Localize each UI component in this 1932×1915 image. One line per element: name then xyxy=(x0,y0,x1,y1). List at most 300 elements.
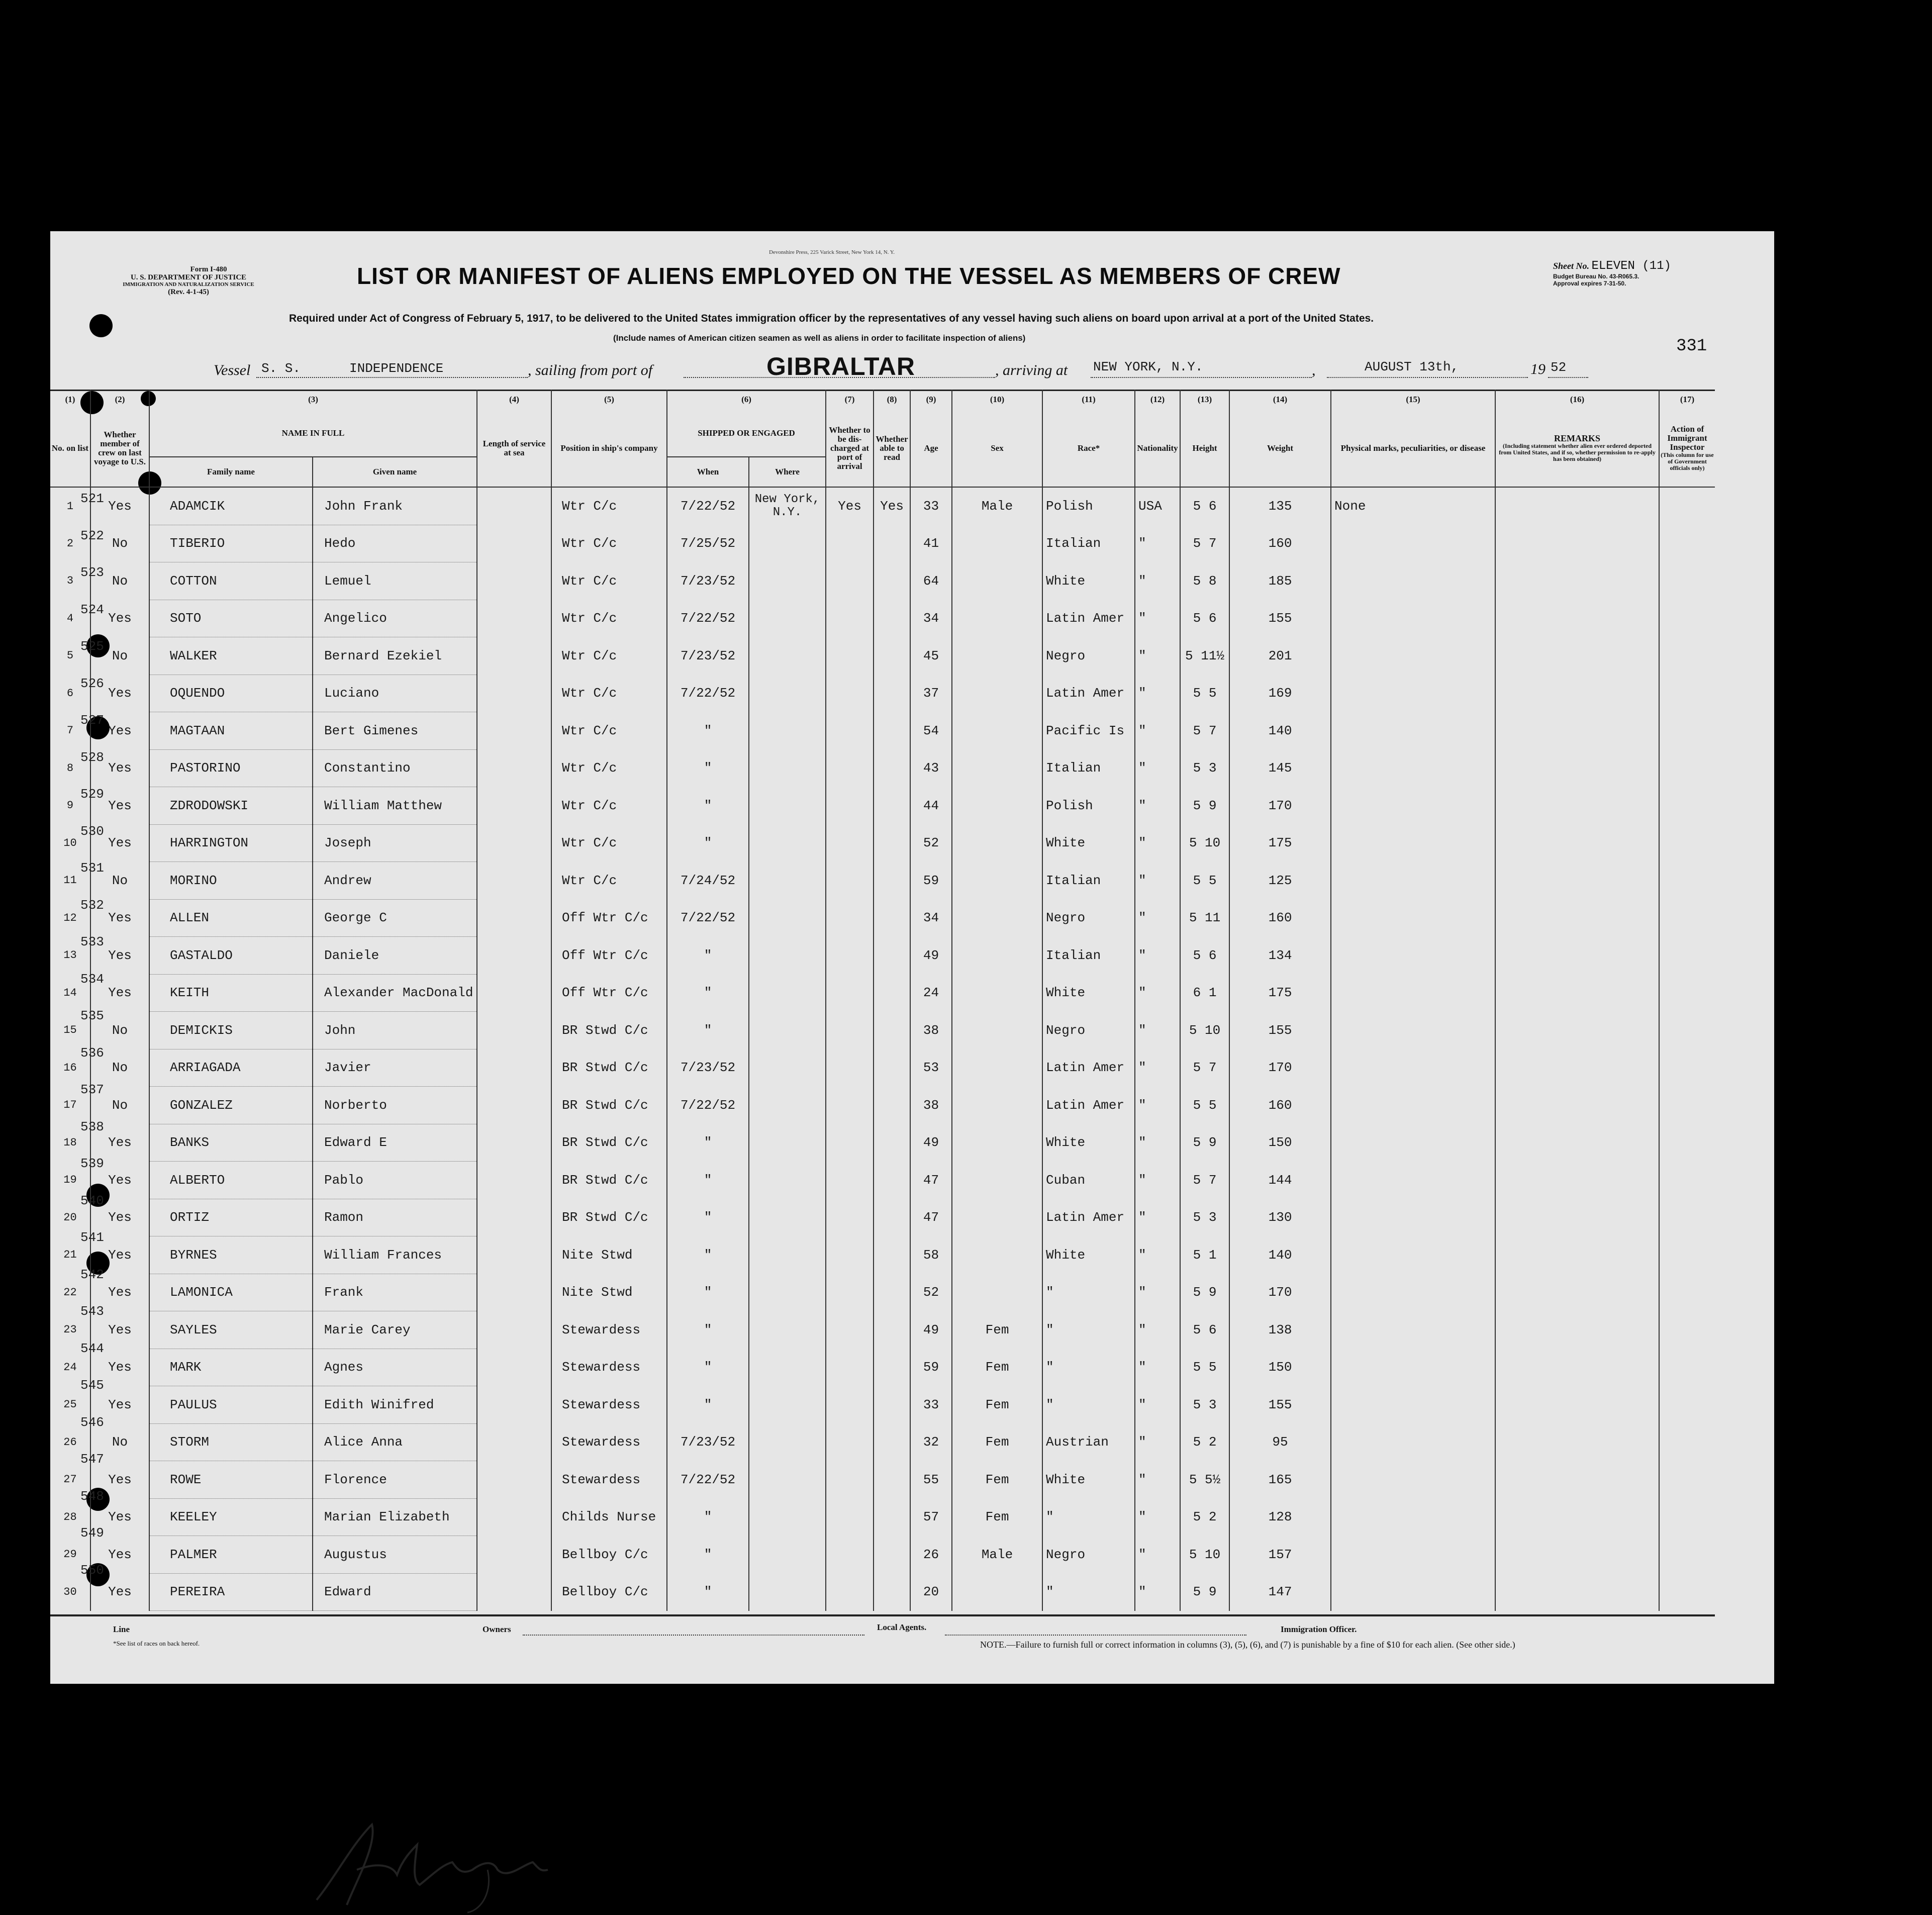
cell-crew-last-voyage: Yes xyxy=(90,1498,149,1536)
table-row xyxy=(50,487,1715,525)
margin-line-number: 545 xyxy=(80,1378,104,1393)
header-race: Race* xyxy=(1042,410,1135,487)
cell-inspector-action xyxy=(1659,899,1715,937)
cell-shipped-when: " xyxy=(667,1573,749,1611)
cell-remarks xyxy=(1495,787,1659,825)
cell-able-to-read xyxy=(874,1049,910,1087)
cell-remarks xyxy=(1495,1349,1659,1386)
cell-physical-marks xyxy=(1331,974,1495,1012)
arriving-label: , arriving at xyxy=(995,362,1068,378)
cell-remarks xyxy=(1495,1236,1659,1274)
cell-shipped-where xyxy=(749,1386,826,1424)
cell-height: 5 9 xyxy=(1180,1124,1229,1162)
cell-sex xyxy=(952,787,1042,825)
remarks-title: REMARKS xyxy=(1554,433,1601,443)
cell-position: Wtr C/c xyxy=(551,675,667,712)
cell-remarks xyxy=(1495,1199,1659,1236)
cell-inspector-action xyxy=(1659,787,1715,825)
cell-race: Latin Amer xyxy=(1042,1087,1135,1124)
cell-height: 6 1 xyxy=(1180,974,1229,1012)
header-physical-marks: Physical marks, peculiarities, or disease xyxy=(1331,410,1495,487)
cell-able-to-read xyxy=(874,862,910,900)
cell-race: Latin Amer xyxy=(1042,675,1135,712)
cell-able-to-read xyxy=(874,1573,910,1611)
cell-crew-last-voyage: Yes xyxy=(90,1386,149,1424)
cell-length-of-service xyxy=(477,487,551,525)
cell-nationality: " xyxy=(1135,899,1180,937)
cell-race: White xyxy=(1042,1236,1135,1274)
cell-sex xyxy=(952,562,1042,600)
cell-age: 47 xyxy=(910,1162,952,1199)
handwritten-signature xyxy=(297,1814,578,1915)
cell-race: Negro xyxy=(1042,1536,1135,1574)
cell-family-name: ORTIZ xyxy=(149,1199,313,1236)
cell-race: Cuban xyxy=(1042,1162,1135,1199)
cell-discharged xyxy=(826,1199,874,1236)
table-row xyxy=(50,525,1715,562)
cell-shipped-where xyxy=(749,749,826,787)
cell-given-name: Edward xyxy=(313,1573,477,1611)
table-row xyxy=(50,1498,1715,1536)
cell-length-of-service xyxy=(477,1311,551,1349)
cell-discharged xyxy=(826,899,874,937)
cell-height: 5 7 xyxy=(1180,712,1229,750)
header-action-inspector xyxy=(1659,410,1715,487)
cell-race: Latin Amer xyxy=(1042,1199,1135,1236)
cell-given-name: Alexander MacDonald xyxy=(313,974,477,1012)
cell-length-of-service xyxy=(477,1386,551,1424)
cell-age: 34 xyxy=(910,899,952,937)
cell-position: Wtr C/c xyxy=(551,637,667,675)
cell-shipped-where xyxy=(749,562,826,600)
year-suffix: 52 xyxy=(1551,360,1567,375)
crew-table xyxy=(50,390,1715,1611)
cell-shipped-where xyxy=(749,862,826,900)
cell-remarks xyxy=(1495,1162,1659,1199)
cell-discharged xyxy=(826,1162,874,1199)
cell-weight: 175 xyxy=(1229,974,1331,1012)
cell-position: BR Stwd C/c xyxy=(551,1162,667,1199)
cell-sex: Fem xyxy=(952,1423,1042,1461)
margin-line-number: 547 xyxy=(80,1452,104,1467)
cell-physical-marks xyxy=(1331,1536,1495,1574)
cell-row-number: 7 xyxy=(66,724,74,737)
cell-shipped-where xyxy=(749,1311,826,1349)
cell-weight: 185 xyxy=(1229,562,1331,600)
footer-agents-label: Local Agents. xyxy=(877,1622,927,1632)
cell-length-of-service xyxy=(477,600,551,637)
cell-shipped-where xyxy=(749,1199,826,1236)
cell-family-name: BYRNES xyxy=(149,1236,313,1274)
cell-inspector-action xyxy=(1659,1274,1715,1311)
cell-given-name: Edward E xyxy=(313,1124,477,1162)
cell-row-number: 3 xyxy=(66,574,74,588)
cell-family-name: GONZALEZ xyxy=(149,1087,313,1124)
header-name-in-full: NAME IN FULL xyxy=(149,410,477,457)
margin-line-number: 542 xyxy=(80,1267,104,1282)
cell-sex xyxy=(952,525,1042,562)
cell-able-to-read xyxy=(874,1087,910,1124)
cell-crew-last-voyage: No xyxy=(90,1087,149,1124)
header-height: Height xyxy=(1180,410,1229,487)
cell-given-name: John Frank xyxy=(313,487,477,525)
cell-family-name: PEREIRA xyxy=(149,1573,313,1611)
cell-shipped-where: New York, N.Y. xyxy=(749,487,826,525)
cell-remarks xyxy=(1495,1124,1659,1162)
cell-given-name: Joseph xyxy=(313,824,477,862)
margin-line-number: 534 xyxy=(80,971,104,987)
cell-shipped-when: 7/22/52 xyxy=(667,1461,749,1499)
cell-shipped-where xyxy=(749,1162,826,1199)
cell-physical-marks xyxy=(1331,862,1495,900)
cell-discharged xyxy=(826,1461,874,1499)
cell-race: Pacific Is xyxy=(1042,712,1135,750)
cell-nationality: " xyxy=(1135,824,1180,862)
cell-crew-last-voyage: Yes xyxy=(90,899,149,937)
cell-given-name: George C xyxy=(313,899,477,937)
cell-remarks xyxy=(1495,1461,1659,1499)
cell-able-to-read xyxy=(874,1199,910,1236)
cell-height: 5 2 xyxy=(1180,1423,1229,1461)
cell-age: 53 xyxy=(910,1049,952,1087)
cell-discharged xyxy=(826,637,874,675)
cell-row-number: 16 xyxy=(63,1061,77,1074)
cell-family-name: PALMER xyxy=(149,1536,313,1574)
header-crew-last-voyage: Whether member of crew on last voyage to U.S. xyxy=(90,410,149,487)
cell-weight: 140 xyxy=(1229,712,1331,750)
cell-family-name: SAYLES xyxy=(149,1311,313,1349)
cell-nationality: " xyxy=(1135,1087,1180,1124)
header-no-on-list: No. on list xyxy=(50,410,90,487)
cell-height: 5 6 xyxy=(1180,937,1229,975)
cell-age: 47 xyxy=(910,1199,952,1236)
cell-weight: 140 xyxy=(1229,1236,1331,1274)
cell-family-name: MORINO xyxy=(149,862,313,900)
cell-age: 52 xyxy=(910,824,952,862)
cell-age: 55 xyxy=(910,1461,952,1499)
cell-able-to-read xyxy=(874,562,910,600)
cell-given-name: Frank xyxy=(313,1274,477,1311)
cell-length-of-service xyxy=(477,1199,551,1236)
cell-race: " xyxy=(1042,1311,1135,1349)
cell-remarks xyxy=(1495,1049,1659,1087)
cell-remarks xyxy=(1495,562,1659,600)
cell-remarks xyxy=(1495,1536,1659,1574)
cell-physical-marks xyxy=(1331,1274,1495,1311)
cell-row-number: 25 xyxy=(63,1398,77,1411)
cell-crew-last-voyage: Yes xyxy=(90,1536,149,1574)
cell-height: 5 5 xyxy=(1180,1087,1229,1124)
cell-age: 54 xyxy=(910,712,952,750)
table-row xyxy=(50,937,1715,975)
cell-family-name: COTTON xyxy=(149,562,313,600)
cell-position: BR Stwd C/c xyxy=(551,1124,667,1162)
table-row xyxy=(50,899,1715,937)
cell-physical-marks xyxy=(1331,1573,1495,1611)
cell-race: Polish xyxy=(1042,787,1135,825)
cell-sex: Fem xyxy=(952,1498,1042,1536)
cell-race: Italian xyxy=(1042,937,1135,975)
cell-crew-last-voyage: Yes xyxy=(90,824,149,862)
cell-physical-marks xyxy=(1331,1423,1495,1461)
cell-height: 5 5 xyxy=(1180,862,1229,900)
cell-length-of-service xyxy=(477,1049,551,1087)
cell-row-number: 28 xyxy=(63,1510,77,1523)
cell-discharged xyxy=(826,1311,874,1349)
cell-inspector-action xyxy=(1659,1124,1715,1162)
cell-crew-last-voyage: Yes xyxy=(90,487,149,525)
cell-remarks xyxy=(1495,749,1659,787)
table-row xyxy=(50,1236,1715,1274)
remarks-note: (Including statement whether alien ever ordered deported from United States, and if so, whether permission to re-apply has been obtained) xyxy=(1499,442,1656,462)
cell-crew-last-voyage: Yes xyxy=(90,937,149,975)
cell-length-of-service xyxy=(477,862,551,900)
cell-discharged: Yes xyxy=(826,487,874,525)
cell-inspector-action xyxy=(1659,1162,1715,1199)
cell-age: 32 xyxy=(910,1423,952,1461)
cell-able-to-read xyxy=(874,1349,910,1386)
cell-weight: 125 xyxy=(1229,862,1331,900)
cell-nationality: " xyxy=(1135,1012,1180,1049)
cell-row-number: 26 xyxy=(63,1435,77,1449)
action-note: (This column for use of Government officials only) xyxy=(1661,451,1714,471)
col-number: (12) xyxy=(1135,390,1180,410)
cell-position: Off Wtr C/c xyxy=(551,974,667,1012)
cell-race: Italian xyxy=(1042,862,1135,900)
cell-physical-marks xyxy=(1331,787,1495,825)
cell-length-of-service xyxy=(477,1274,551,1311)
cell-family-name: ZDRODOWSKI xyxy=(149,787,313,825)
cell-discharged xyxy=(826,600,874,637)
cell-row-number: 17 xyxy=(63,1099,77,1112)
cell-row-number: 23 xyxy=(63,1323,77,1336)
cell-shipped-where xyxy=(749,1349,826,1386)
cell-sex: Fem xyxy=(952,1386,1042,1424)
table-row xyxy=(50,1573,1715,1611)
cell-row-number: 29 xyxy=(63,1548,77,1561)
cell-remarks xyxy=(1495,1311,1659,1349)
header-weight: Weight xyxy=(1229,410,1331,487)
cell-nationality: " xyxy=(1135,974,1180,1012)
cell-given-name: Norberto xyxy=(313,1087,477,1124)
cell-able-to-read xyxy=(874,675,910,712)
cell-nationality: " xyxy=(1135,1311,1180,1349)
cell-position: Wtr C/c xyxy=(551,749,667,787)
cell-family-name: WALKER xyxy=(149,637,313,675)
cell-length-of-service xyxy=(477,1349,551,1386)
cell-position: Wtr C/c xyxy=(551,487,667,525)
cell-given-name: Ramon xyxy=(313,1199,477,1236)
cell-race: Polish xyxy=(1042,487,1135,525)
cell-sex xyxy=(952,1573,1042,1611)
cell-given-name: Marie Carey xyxy=(313,1311,477,1349)
cell-position: Stewardess xyxy=(551,1386,667,1424)
cell-remarks xyxy=(1495,1274,1659,1311)
cell-family-name: BANKS xyxy=(149,1124,313,1162)
margin-line-number: 521 xyxy=(80,491,104,506)
cell-discharged xyxy=(826,562,874,600)
cell-able-to-read xyxy=(874,974,910,1012)
col-number: (6) xyxy=(667,390,826,410)
cell-nationality: " xyxy=(1135,1274,1180,1311)
cell-position: Off Wtr C/c xyxy=(551,899,667,937)
cell-row-number: 22 xyxy=(63,1286,77,1299)
cell-inspector-action xyxy=(1659,974,1715,1012)
cell-weight: 150 xyxy=(1229,1124,1331,1162)
cell-shipped-where xyxy=(749,1124,826,1162)
cell-family-name: ALLEN xyxy=(149,899,313,937)
cell-crew-last-voyage: Yes xyxy=(90,675,149,712)
cell-weight: 138 xyxy=(1229,1311,1331,1349)
table-row xyxy=(50,1536,1715,1574)
sheet-number: ELEVEN (11) xyxy=(1591,259,1671,273)
table-row xyxy=(50,1311,1715,1349)
cell-height: 5 5 xyxy=(1180,1349,1229,1386)
cell-shipped-where xyxy=(749,600,826,637)
cell-family-name: TIBERIO xyxy=(149,525,313,562)
margin-line-number: 549 xyxy=(80,1525,104,1541)
cell-crew-last-voyage: No xyxy=(90,1423,149,1461)
table-row xyxy=(50,974,1715,1012)
margin-line-number: 548 xyxy=(80,1488,104,1504)
cell-nationality: " xyxy=(1135,712,1180,750)
cell-inspector-action xyxy=(1659,1423,1715,1461)
cell-race: Negro xyxy=(1042,637,1135,675)
cell-shipped-when: " xyxy=(667,1274,749,1311)
cell-physical-marks xyxy=(1331,712,1495,750)
cell-position: Stewardess xyxy=(551,1311,667,1349)
cell-sex: Male xyxy=(952,487,1042,525)
cell-shipped-where xyxy=(749,1012,826,1049)
cell-discharged xyxy=(826,787,874,825)
cell-given-name: Edith Winifred xyxy=(313,1386,477,1424)
cell-height: 5 5½ xyxy=(1180,1461,1229,1499)
cell-crew-last-voyage: Yes xyxy=(90,1573,149,1611)
action-title: Action of Immigrant Inspector xyxy=(1667,424,1707,452)
col-number: (16) xyxy=(1495,390,1659,410)
cell-sex: Fem xyxy=(952,1461,1042,1499)
table-row xyxy=(50,787,1715,825)
cell-sex xyxy=(952,600,1042,637)
cell-weight: 135 xyxy=(1229,487,1331,525)
cell-nationality: " xyxy=(1135,1573,1180,1611)
cell-age: 45 xyxy=(910,637,952,675)
header-able-to-read: Whether able to read xyxy=(874,410,910,487)
cell-physical-marks xyxy=(1331,562,1495,600)
table-row xyxy=(50,1012,1715,1049)
cell-position: Nite Stwd xyxy=(551,1236,667,1274)
cell-discharged xyxy=(826,525,874,562)
cell-inspector-action xyxy=(1659,1349,1715,1386)
margin-line-number: 527 xyxy=(80,713,104,728)
cell-nationality: " xyxy=(1135,862,1180,900)
cell-discharged xyxy=(826,1274,874,1311)
cell-sex xyxy=(952,749,1042,787)
cell-row-number: 24 xyxy=(63,1361,77,1374)
cell-remarks xyxy=(1495,824,1659,862)
cell-weight: 155 xyxy=(1229,1012,1331,1049)
cell-physical-marks xyxy=(1331,525,1495,562)
cell-given-name: Daniele xyxy=(313,937,477,975)
cell-shipped-where xyxy=(749,1498,826,1536)
margin-line-number: 529 xyxy=(80,787,104,802)
cell-shipped-when: " xyxy=(667,1162,749,1199)
cell-row-number: 2 xyxy=(66,537,74,550)
cell-shipped-when: 7/23/52 xyxy=(667,1423,749,1461)
cell-nationality: " xyxy=(1135,562,1180,600)
cell-sex xyxy=(952,637,1042,675)
cell-height: 5 5 xyxy=(1180,675,1229,712)
cell-inspector-action xyxy=(1659,1236,1715,1274)
cell-physical-marks xyxy=(1331,899,1495,937)
col-number: (3) xyxy=(149,390,477,410)
cell-shipped-where xyxy=(749,974,826,1012)
cell-able-to-read xyxy=(874,1311,910,1349)
cell-nationality: " xyxy=(1135,1124,1180,1162)
col-number: (8) xyxy=(874,390,910,410)
cell-height: 5 7 xyxy=(1180,1049,1229,1087)
cell-weight: 128 xyxy=(1229,1498,1331,1536)
cell-shipped-when: " xyxy=(667,1012,749,1049)
cell-height: 5 2 xyxy=(1180,1498,1229,1536)
cell-height: 5 6 xyxy=(1180,1311,1229,1349)
cell-remarks xyxy=(1495,1498,1659,1536)
cell-weight: 160 xyxy=(1229,525,1331,562)
cell-physical-marks xyxy=(1331,1236,1495,1274)
cell-family-name: PASTORINO xyxy=(149,749,313,787)
cell-row-number: 14 xyxy=(63,986,77,999)
cell-physical-marks xyxy=(1331,1124,1495,1162)
cell-race: White xyxy=(1042,562,1135,600)
cell-remarks xyxy=(1495,525,1659,562)
cell-inspector-action xyxy=(1659,1012,1715,1049)
cell-age: 59 xyxy=(910,862,952,900)
cell-remarks xyxy=(1495,487,1659,525)
cell-physical-marks xyxy=(1331,1461,1495,1499)
margin-line-number: 539 xyxy=(80,1156,104,1171)
sailing-label: , sailing from port of xyxy=(528,362,653,378)
cell-physical-marks xyxy=(1331,675,1495,712)
cell-height: 5 3 xyxy=(1180,1386,1229,1424)
cell-crew-last-voyage: Yes xyxy=(90,1349,149,1386)
cell-position: Bellboy C/c xyxy=(551,1573,667,1611)
cell-shipped-when: " xyxy=(667,749,749,787)
col-number: (7) xyxy=(826,390,874,410)
cell-height: 5 11 xyxy=(1180,899,1229,937)
cell-age: 37 xyxy=(910,675,952,712)
header-sex: Sex xyxy=(952,410,1042,487)
cell-crew-last-voyage: Yes xyxy=(90,1162,149,1199)
sheet-label: Sheet No. xyxy=(1553,261,1589,271)
cell-able-to-read xyxy=(874,1386,910,1424)
cell-discharged xyxy=(826,1349,874,1386)
cell-age: 57 xyxy=(910,1498,952,1536)
cell-inspector-action xyxy=(1659,1573,1715,1611)
cell-family-name: KEELEY xyxy=(149,1498,313,1536)
cell-height: 5 3 xyxy=(1180,749,1229,787)
cell-given-name: Constantino xyxy=(313,749,477,787)
cell-crew-last-voyage: Yes xyxy=(90,1199,149,1236)
cell-able-to-read xyxy=(874,525,910,562)
cell-discharged xyxy=(826,1124,874,1162)
cell-position: Childs Nurse xyxy=(551,1498,667,1536)
col-number: (5) xyxy=(551,390,667,410)
page-number: 331 xyxy=(1676,337,1707,356)
cell-able-to-read xyxy=(874,637,910,675)
cell-shipped-when: 7/23/52 xyxy=(667,637,749,675)
cell-weight: 169 xyxy=(1229,675,1331,712)
margin-line-number: 544 xyxy=(80,1340,104,1356)
